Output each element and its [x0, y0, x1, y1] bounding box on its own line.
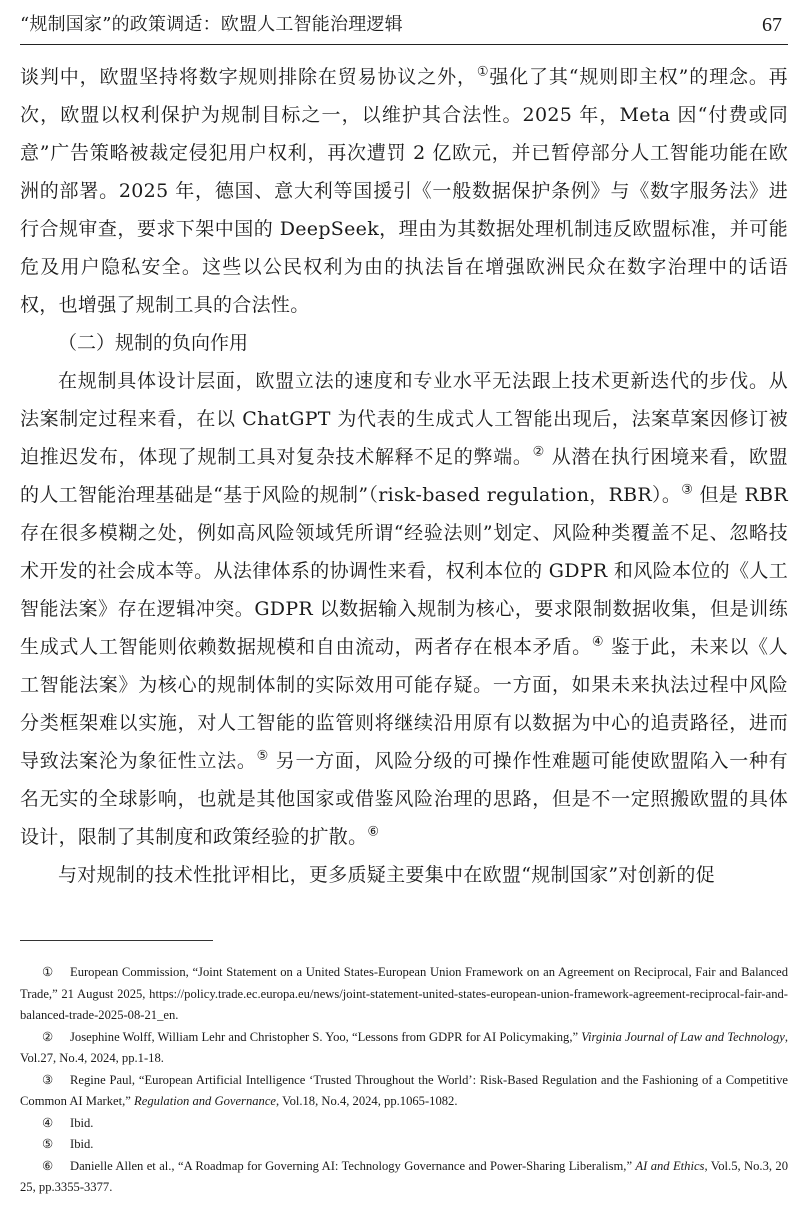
footnote-text: Ibid. — [70, 1115, 94, 1130]
header-rule — [20, 44, 788, 45]
article-body — [20, 58, 788, 894]
paragraph — [20, 58, 788, 324]
footnote-3 — [20, 1070, 788, 1113]
footnote-1 — [20, 962, 788, 1027]
journal-title: AI and Ethics — [635, 1158, 705, 1173]
footnote-text: Josephine Wolff, William Lehr and Christopher S. Yoo, “Lessons from GDPR for AI Policymaking,” — [70, 1029, 582, 1044]
footnote-tail: , Vol.27, No.4, 2024, pp.1-18. — [20, 1029, 788, 1065]
footnote-ref-3[interactable]: ③ — [681, 482, 694, 498]
running-title: “规制国家”的政策调适：欧盟人工智能治理逻辑 — [20, 14, 403, 35]
footnote-text: Regine Paul, “European Artificial Intelligence ‘Trusted Throughout the World’: Risk-Based Regulation and the Fashioning of a Competitive Common AI Market,” — [20, 1072, 788, 1108]
footnote-text: European Commission, “Joint Statement on a United States-European Union Framework on an Agreement on Reciprocal, Fair and Balanced Trade,” 21 August 2025, https://policy.trade.ec.europa.eu/news/joint-statement-united-states-european-union-framework-agreement-reciprocal-fair-and-balanced-trade-2025-08-21_en. — [20, 965, 788, 1022]
footnote-mark: ① — [42, 965, 54, 979]
footnote-ref-1[interactable]: ① — [476, 64, 490, 80]
running-header — [20, 12, 788, 42]
text-run: 但是 RBR 存在很多模糊之处，例如高风险领域凭所谓“经验法则”划定、风险种类覆盖不足、忽略技术开发的社会成本等。从法律体系的协调性来看，权利本位的 GDPR 和风险本位的《人工智能法案》存在逻辑冲突。GDPR 以数据输入规制为核心，要求限制数据收集，但是训练生成式人工智能则依赖数据规模和自由流动，两者存在根本矛盾。 — [20, 484, 788, 658]
footnote-text: Ibid. — [70, 1137, 94, 1151]
footnote-mark: ④ — [42, 1115, 54, 1130]
footnote-rule — [20, 940, 213, 941]
footnote-ref-5[interactable]: ⑤ — [256, 748, 269, 764]
paragraph — [20, 362, 788, 856]
footnote-ref-4[interactable]: ④ — [591, 634, 605, 650]
paragraph: 与对规制的技术性批评相比，更多质疑主要集中在欧盟“规制国家”对创新的促 — [58, 864, 715, 886]
text-run: 在规制具体设计层面，欧盟立法的速度和专业水平无法跟上技术更新迭代的步伐。从法案制定过程来看，在以 ChatGPT 为代表的生成式人工智能出现后，法案草案因修订被迫推迟发布，体现了规制工具对复杂技术解释不足的弊端。 — [20, 370, 788, 468]
footnote-tail: , Vol.5, No.3, 2025, pp.3355-3377. — [20, 1158, 788, 1194]
footnote-ref-6[interactable]: ⑥ — [367, 824, 380, 840]
text-run: 谈判中，欧盟坚持将数字规则排除在贸易协议之外， — [20, 66, 477, 88]
text-run: 另一方面，风险分级的可操作性难题可能使欧盟陷入一种有名无实的全球影响，也就是其他国家或借鉴风险治理的思路，但是不一定照搬欧盟的具体设计，限制了其制度和政策经验的扩散。 — [20, 750, 788, 848]
footnote-mark: ⑥ — [42, 1158, 54, 1173]
footnote-4 — [20, 1113, 788, 1135]
footnote-ref-2[interactable]: ② — [532, 444, 546, 460]
footnote-tail: , Vol.18, No.4, 2024, pp.1065-1082. — [276, 1094, 458, 1108]
page-number: 67 — [762, 14, 782, 36]
text-run: 鉴于此，未来以《人工智能法案》为核心的规制体制的实际效用可能存疑。一方面，如果未来执法过程中风险分类框架难以实施，对人工智能的监管则将继续沿用原有以数据为中心的追责路径，进而导致法案沦为象征性立法。 — [20, 636, 788, 772]
journal-title: Regulation and Governance — [134, 1094, 277, 1108]
footnote-text: Danielle Allen et al., “A Roadmap for Governing AI: Technology Governance and Power-Sharing Liberalism,” — [70, 1158, 636, 1173]
footnote-mark: ⑤ — [42, 1137, 54, 1151]
footnote-6 — [20, 1156, 788, 1199]
text-run: 强化了其“规则即主权”的理念。再次，欧盟以权利保护为规制目标之一，以维护其合法性。2025 年，Meta 因“付费或同意”广告策略被裁定侵犯用户权利，再次遭罚 2 亿欧元，并已暂停部分人工智能功能在欧洲的部署。2025 年，德国、意大利等国援引《一般数据保护条例》与《数字服务法》进行合规审查，要求下架中国的 DeepSeek，理由为其数据处理机制违反欧盟标准，并可能危及用户隐私安全。这些以公民权利为由的执法旨在增强欧洲民众在数字治理中的话语权，也增强了规制工具的合法性。 — [20, 66, 788, 316]
footnote-mark: ② — [42, 1029, 54, 1044]
journal-title: Virginia Journal of Law and Technology — [581, 1029, 785, 1044]
section-subheading: （二）规制的负向作用 — [58, 332, 249, 354]
footnote-5 — [20, 1134, 788, 1156]
footnote-mark: ③ — [42, 1072, 54, 1087]
text-run: 从潜在执行困境来看，欧盟的人工智能治理基础是“基于风险的规制”（risk-based regulation，RBR）。 — [20, 446, 788, 506]
footnote-2 — [20, 1027, 788, 1070]
footnotes — [20, 962, 788, 1199]
